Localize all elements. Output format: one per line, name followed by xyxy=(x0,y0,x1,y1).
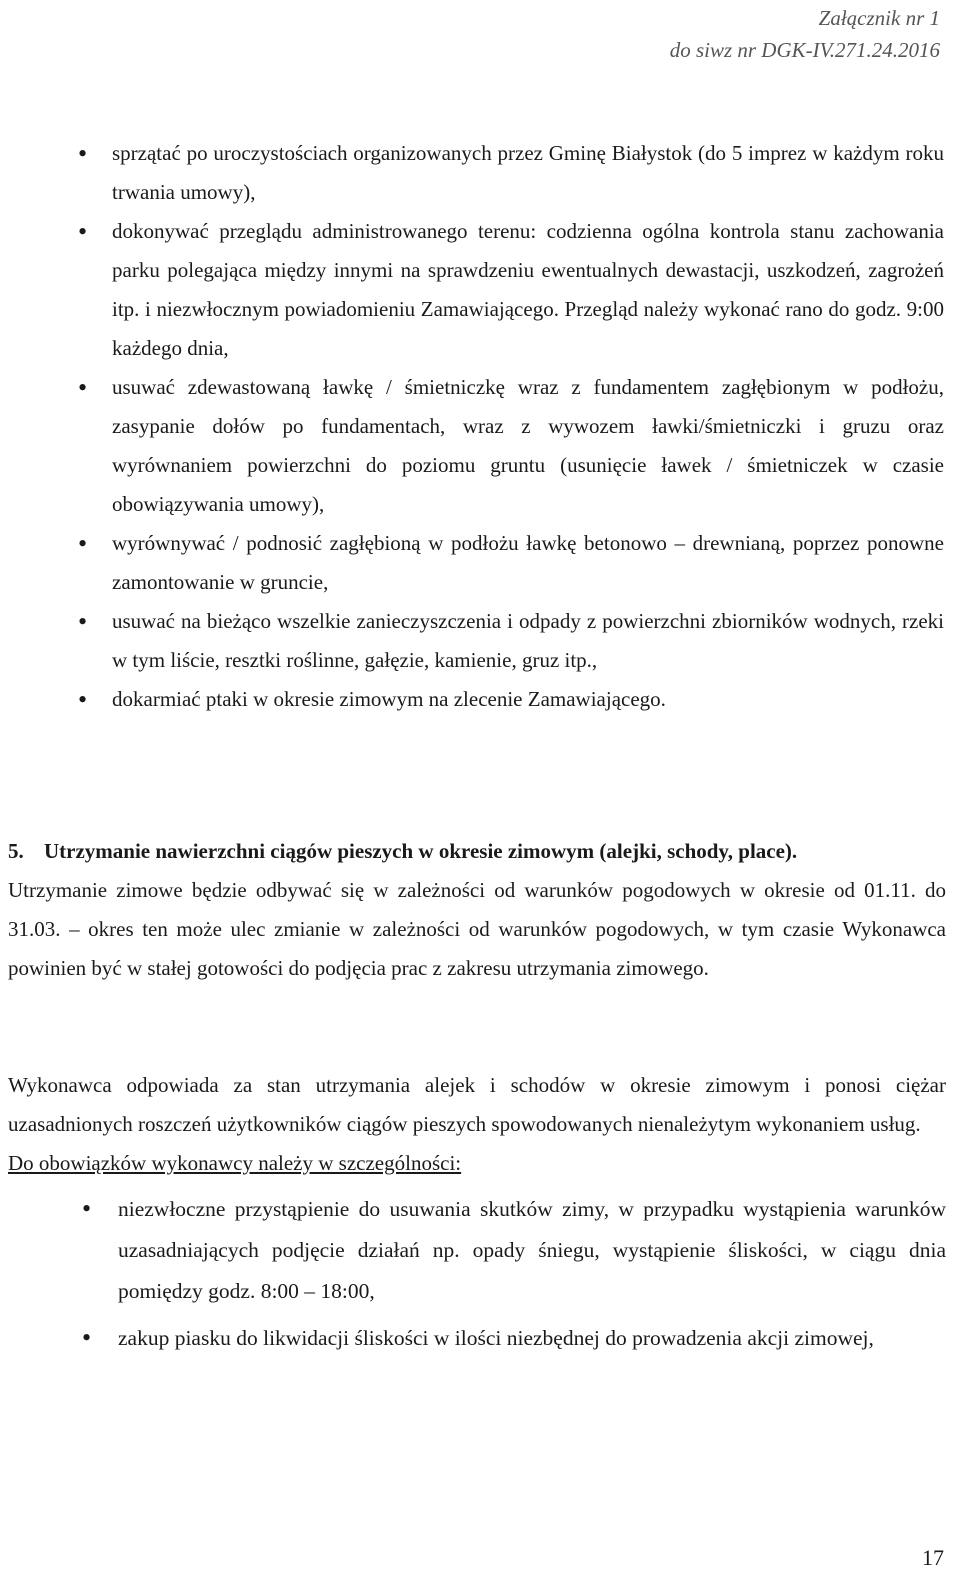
bullet-icon: • xyxy=(82,1194,92,1223)
list-item: • usuwać zdewastowaną ławkę / śmietniczkę wraz z fundamentem zagłębionym w podłożu, zasypanie dołów po fundamentach, wraz z wywozem ławki/śmietniczki i gruzu oraz wyrównaniem powierzchni do poziomu gruntu (usunięcie ławek / śmietniczek w czasie obowiązywania umowy), xyxy=(0,368,960,524)
contractor-liability-paragraph: Wykonawca odpowiada za stan utrzymania alejek i schodów w okresie zimowym i ponosi ciężar uzasadnionych roszczeń użytkowników ciągów pieszych spowodowanych nienależytym wykonaniem usług. xyxy=(8,1073,946,1136)
section-heading xyxy=(8,832,946,871)
section-number: 5. xyxy=(8,839,24,863)
winter-maintenance-paragraph: Utrzymanie zimowe będzie odbywać się w zależności od warunków pogodowych w okresie od 01.11. do 31.03. – okres ten może ulec zmianie w zależności od warunków pogodowych, w tym czasie Wykonawca powinien być w stałej gotowości do podjęcia prac z zakresu utrzymania zimowego. xyxy=(8,878,946,980)
duties-list-top xyxy=(0,134,960,719)
bullet-icon: • xyxy=(78,607,88,636)
siwz-reference: do siwz nr DGK-IV.271.24.2016 xyxy=(669,38,940,62)
document-header xyxy=(670,2,940,66)
list-item: • dokonywać przeglądu administrowanego terenu: codzienna ogólna kontrola stanu zachowania parku polegająca między innymi na sprawdzeniu ewentualnych dewastacji, uszkodzeń, zagrożeń itp. i niezwłocznym powiadomieniu Zamawiającego. Przegląd należy wykonać rano do godz. 9:00 każdego dnia, xyxy=(0,212,960,368)
bullet-icon: • xyxy=(78,685,88,714)
page-number: 17 xyxy=(922,1545,944,1570)
bullet-icon: • xyxy=(78,529,88,558)
list-item: • wyrównywać / podnosić zagłębioną w podłożu ławkę betonowo – drewnianą, poprzez ponowne zamontowanie w gruncie, xyxy=(0,524,960,602)
duties-list-bottom xyxy=(0,1189,960,1365)
bullet-icon: • xyxy=(78,373,88,402)
duties-heading: Do obowiązków wykonawcy należy w szczególności: xyxy=(8,1151,462,1175)
attachment-label: Załącznik nr 1 xyxy=(818,6,940,30)
list-item: • zakup piasku do likwidacji śliskości w ilości niezbędnej do prowadzenia akcji zimowej, xyxy=(0,1318,960,1359)
bullet-icon: • xyxy=(82,1323,92,1352)
section-title: Utrzymanie nawierzchni ciągów pieszych w okresie zimowym (alejki, schody, place). xyxy=(44,839,798,863)
bullet-icon: • xyxy=(78,217,88,246)
list-item: • sprzątać po uroczystościach organizowanych przez Gminę Białystok (do 5 imprez w każdym roku trwania umowy), xyxy=(0,134,960,212)
list-item: • niezwłoczne przystąpienie do usuwania skutków zimy, w przypadku wystąpienia warunków uzasadniających podjęcie działań np. opady śniegu, wystąpienie śliskości, w ciągu dnia pomiędzy godz. 8:00 – 18:00, xyxy=(0,1189,960,1312)
list-item: • usuwać na bieżąco wszelkie zanieczyszczenia i odpady z powierzchni zbiorników wodnych, rzeki w tym liście, resztki roślinne, gałęzie, kamienie, gruz itp., xyxy=(0,602,960,680)
list-item: • dokarmiać ptaki w okresie zimowym na zlecenie Zamawiającego. xyxy=(0,680,960,719)
bullet-icon: • xyxy=(78,139,88,168)
